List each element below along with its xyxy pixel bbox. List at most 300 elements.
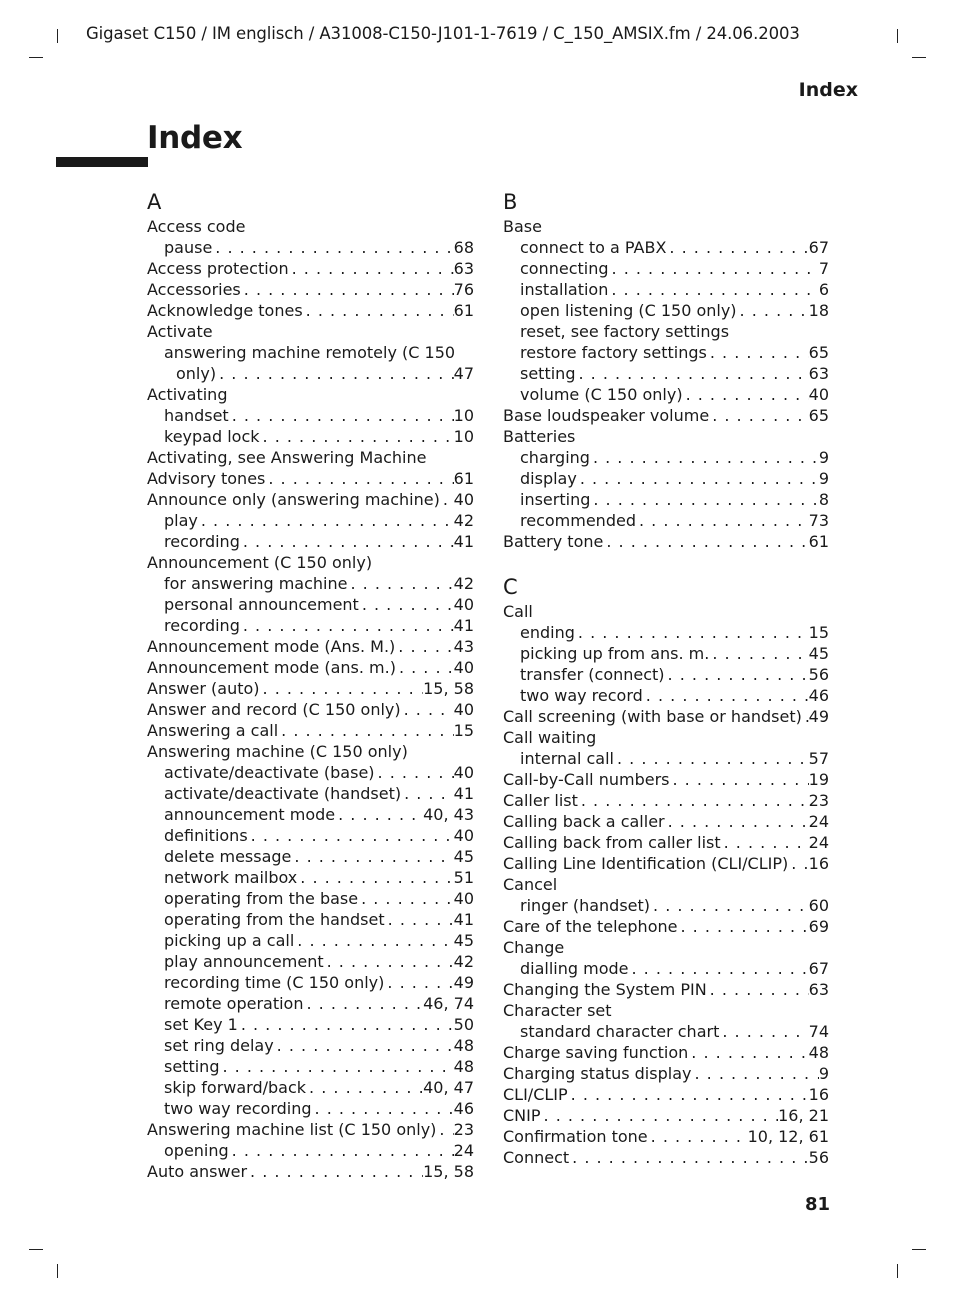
index-entry: [147, 552, 474, 573]
leader-dots: [666, 237, 808, 258]
index-entry-page: 42: [453, 511, 474, 530]
index-entry: [147, 426, 474, 447]
index-entry-text: keypad lock: [164, 427, 260, 446]
index-entry-text: set Key 1: [164, 1015, 238, 1034]
index-entry: [147, 1035, 474, 1056]
leader-dots: [609, 258, 819, 279]
index-entry: [503, 258, 829, 279]
index-entry: [503, 664, 829, 685]
leader-dots: [229, 405, 454, 426]
index-entry-text: Access code: [147, 217, 246, 236]
index-entry: [147, 594, 474, 615]
index-entry-text: Charge saving function: [503, 1043, 689, 1062]
index-entry-text: answering machine remotely (C 150: [164, 343, 456, 362]
leader-dots: [238, 1014, 454, 1035]
leader-dots: [335, 804, 423, 825]
section-label: Index: [798, 79, 858, 101]
leader-dots: [385, 909, 454, 930]
leader-dots: [395, 636, 453, 657]
leader-dots: [260, 678, 424, 699]
index-column-right: [503, 188, 829, 1168]
index-entry-page: 67: [808, 959, 829, 978]
index-entry-text: Calling back a caller: [503, 812, 665, 831]
index-entry-page: 40: [453, 490, 474, 509]
index-entry-text: ending: [520, 623, 575, 642]
index-entry-text: Confirmation tone: [503, 1127, 648, 1146]
index-entry: [147, 1056, 474, 1077]
index-entry-text: Accessories: [147, 280, 241, 299]
index-entry-text: dialling mode: [520, 959, 629, 978]
leader-dots: [670, 769, 809, 790]
index-entry-page: 7: [818, 259, 829, 278]
index-entry-text: recommended: [520, 511, 636, 530]
index-entry-page: 68: [453, 238, 474, 257]
index-entry: [503, 832, 829, 853]
index-entry-text: for answering machine: [164, 574, 348, 593]
leader-dots: [324, 951, 454, 972]
index-entry-page: 74: [808, 1022, 829, 1041]
leader-dots: [648, 1126, 748, 1147]
index-entry: [503, 706, 829, 727]
index-entry-text: inserting: [520, 490, 591, 509]
crop-mark-top-right-v: [897, 29, 898, 43]
index-entry-text: Care of the telephone: [503, 917, 678, 936]
index-entry-text: reset, see factory settings: [520, 322, 730, 341]
index-entry-text: Answering a call: [147, 721, 279, 740]
index-entry-text: installation: [520, 280, 609, 299]
index-entry-page: 9: [818, 448, 829, 467]
index-entry: [147, 804, 474, 825]
leader-dots: [303, 300, 454, 321]
leader-dots: [569, 1147, 808, 1168]
index-entry-text: operating from the handset: [164, 910, 385, 929]
index-entry-page: 63: [808, 364, 829, 383]
index-entry: [147, 972, 474, 993]
index-entry-page: 48: [453, 1036, 474, 1055]
index-entry-text: Call screening (with base or handset): [503, 707, 802, 726]
leader-dots: [247, 1161, 423, 1182]
index-entry: [147, 867, 474, 888]
index-entry-page: 48: [453, 1057, 474, 1076]
index-entry: [503, 447, 829, 468]
index-entry-page: 23: [453, 1120, 474, 1139]
index-entry: [147, 930, 474, 951]
crop-mark-bottom-right-v: [897, 1264, 898, 1278]
leader-dots: [707, 342, 809, 363]
index-entry-text: recording time (C 150 only): [164, 973, 385, 992]
crop-mark-bottom-left-v: [57, 1264, 58, 1278]
leader-dots: [347, 573, 453, 594]
index-entry-text: Cancel: [503, 875, 558, 894]
index-entry-text: definitions: [164, 826, 248, 845]
index-entry-page: 10: [453, 427, 474, 446]
index-entry: [147, 741, 474, 762]
index-entry-text: Auto answer: [147, 1162, 248, 1181]
index-entry: [147, 405, 474, 426]
index-entry: [503, 405, 829, 426]
index-entry: [147, 657, 474, 678]
leader-dots: [802, 706, 809, 727]
index-entry-text: volume (C 150 only): [520, 385, 683, 404]
crop-mark-top-left-h: [29, 57, 43, 58]
leader-dots: [436, 1119, 453, 1140]
index-entry-page: 60: [808, 896, 829, 915]
leader-dots: [274, 1035, 454, 1056]
index-entry-page: 56: [808, 665, 829, 684]
leader-dots: [358, 888, 454, 909]
index-entry-text: Activating: [147, 385, 228, 404]
index-entry-page: 40: [453, 658, 474, 677]
index-entry-text: Answer (auto): [147, 679, 260, 698]
index-entry: [503, 300, 829, 321]
leader-dots: [575, 363, 808, 384]
index-entry-text: Charging status display: [503, 1064, 692, 1083]
index-entry-text: operating from the base: [164, 889, 359, 908]
index-entry-text: Activate: [147, 322, 213, 341]
index-entry-page: 49: [808, 707, 829, 726]
crop-mark-bottom-left-h: [29, 1249, 43, 1250]
index-entry-page: 57: [808, 749, 829, 768]
index-entry-page: 19: [808, 770, 829, 789]
index-entry: [503, 1063, 829, 1084]
index-entry-text: setting: [520, 364, 576, 383]
leader-dots: [229, 1140, 454, 1161]
leader-dots: [359, 594, 454, 615]
index-entry-text: Base: [503, 217, 542, 236]
index-entry-text: Announcement mode (Ans. M.): [147, 637, 396, 656]
index-entry-page: 45: [453, 847, 474, 866]
leader-dots: [248, 825, 454, 846]
index-entry-text: transfer (connect): [520, 665, 665, 684]
leader-dots: [603, 531, 808, 552]
index-entry: [147, 699, 474, 720]
index-entry-page: 10: [453, 406, 474, 425]
leader-dots: [721, 832, 809, 853]
leader-dots: [688, 1042, 808, 1063]
leader-dots: [709, 405, 808, 426]
index-entry-page: 18: [808, 301, 829, 320]
running-header: Gigaset C150 / IM englisch / A31008-C150-J101-1-7619 / C_150_AMSIX.fm / 24.06.2003: [86, 24, 800, 43]
index-entry-page: 41: [453, 784, 474, 803]
index-entry-page: 73: [808, 511, 829, 530]
index-entry-page: 16: [808, 1085, 829, 1104]
index-entry-text: delete message: [164, 847, 292, 866]
index-entry-text: Change: [503, 938, 565, 957]
index-entry: [147, 1098, 474, 1119]
page-title: Index: [147, 120, 243, 156]
index-entry-page: 40: [453, 763, 474, 782]
title-bar: [56, 157, 148, 167]
index-entry-page: 61: [808, 532, 829, 551]
index-entry-page: 46, 74: [423, 994, 474, 1013]
index-entry-page: 9: [818, 469, 829, 488]
index-entry: [503, 1084, 829, 1105]
index-entry-page: 43: [453, 637, 474, 656]
index-entry-text: Announcement mode (ans. m.): [147, 658, 396, 677]
index-entry-text: ringer (handset): [520, 896, 651, 915]
leader-dots: [384, 972, 453, 993]
leader-dots: [312, 1098, 454, 1119]
index-entry: [503, 489, 829, 510]
index-entry-page: 40, 47: [423, 1078, 474, 1097]
index-entry-text: Advisory tones: [147, 469, 266, 488]
index-entry-page: 16, 21: [778, 1106, 829, 1125]
index-entry-text: Call waiting: [503, 728, 597, 747]
index-entry: [147, 447, 474, 468]
index-entry-page: 40: [453, 595, 474, 614]
index-entry-page: 67: [808, 238, 829, 257]
index-entry: [503, 937, 829, 958]
leader-dots: [614, 748, 809, 769]
index-entry-page: 47: [453, 364, 474, 383]
index-entry: [503, 853, 829, 874]
index-entry: [503, 811, 829, 832]
index-entry-page: 61: [453, 469, 474, 488]
leader-dots: [636, 510, 809, 531]
index-entry-text: internal call: [520, 749, 614, 768]
leader-dots: [278, 720, 454, 741]
leader-dots: [665, 811, 809, 832]
index-entry: [147, 1077, 474, 1098]
index-entry-text: setting: [164, 1057, 220, 1076]
index-entry-text: CNIP: [503, 1106, 541, 1125]
index-entry-text: restore factory settings: [520, 343, 707, 362]
index-entry: [147, 384, 474, 405]
index-entry-text: skip forward/back: [164, 1078, 307, 1097]
index-entry-page: 56: [808, 1148, 829, 1167]
index-entry-text: Caller list: [503, 791, 578, 810]
leader-dots: [212, 237, 453, 258]
index-column-left: [147, 188, 474, 1182]
index-entry-text: personal announcement: [164, 595, 359, 614]
index-entry-text: Announce only (answering machine): [147, 490, 440, 509]
leader-dots: [306, 1077, 423, 1098]
index-entry-text: two way recording: [164, 1099, 312, 1118]
index-entry-text: Call-by-Call numbers: [503, 770, 670, 789]
leader-dots: [578, 790, 809, 811]
index-entry-text: opening: [164, 1141, 229, 1160]
index-entry-page: 15: [808, 623, 829, 642]
index-entry-page: 76: [453, 280, 474, 299]
leader-dots: [396, 657, 454, 678]
leader-dots: [541, 1105, 779, 1126]
index-entry: [503, 622, 829, 643]
index-entry-text: Acknowledge tones: [147, 301, 303, 320]
leader-dots: [240, 531, 454, 552]
index-entry: [147, 510, 474, 531]
leader-dots: [240, 615, 454, 636]
index-entry-page: 51: [453, 868, 474, 887]
index-entry: [147, 342, 474, 363]
index-entry-page: 41: [453, 532, 474, 551]
leader-dots: [677, 916, 808, 937]
leader-dots: [719, 1021, 808, 1042]
index-entry: [503, 342, 829, 363]
leader-dots: [788, 853, 808, 874]
index-entry: [147, 1119, 474, 1140]
leader-dots: [241, 279, 454, 300]
index-entry: [503, 1126, 829, 1147]
index-entry: [147, 825, 474, 846]
leader-dots: [401, 699, 454, 720]
index-entry: [147, 531, 474, 552]
index-entry-text: Base loudspeaker volume: [503, 406, 710, 425]
leader-dots: [291, 846, 453, 867]
crop-mark-top-right-h: [912, 57, 926, 58]
index-entry-text: Battery tone: [503, 532, 604, 551]
leader-dots: [707, 979, 809, 1000]
index-entry: [503, 748, 829, 769]
index-entry-page: 65: [808, 406, 829, 425]
index-entry: [503, 958, 829, 979]
index-entry-text: Connect: [503, 1148, 570, 1167]
index-entry: [147, 1140, 474, 1161]
index-entry: [503, 279, 829, 300]
index-entry-text: Changing the System PIN: [503, 980, 707, 999]
index-entry-text: network mailbox: [164, 868, 298, 887]
index-entry: [503, 895, 829, 916]
leader-dots: [665, 664, 809, 685]
index-entry: [147, 951, 474, 972]
index-entry: [147, 1161, 474, 1182]
index-entry: [503, 769, 829, 790]
index-entry-text: connecting: [520, 259, 609, 278]
leader-dots: [691, 1063, 818, 1084]
index-entry: [147, 636, 474, 657]
index-entry-page: 69: [808, 917, 829, 936]
leader-dots: [709, 643, 808, 664]
index-entry-page: 42: [453, 574, 474, 593]
index-entry-page: 45: [808, 644, 829, 663]
index-entry-text: activate/deactivate (handset): [164, 784, 402, 803]
leader-dots: [401, 783, 454, 804]
index-entry: [503, 426, 829, 447]
leader-dots: [590, 447, 819, 468]
index-entry-text: CLI/CLIP: [503, 1085, 568, 1104]
index-entry: [147, 678, 474, 699]
index-entry-page: 46: [453, 1099, 474, 1118]
index-entry-page: 24: [453, 1141, 474, 1160]
index-entry: [147, 279, 474, 300]
leader-dots: [289, 258, 454, 279]
index-entry-text: activate/deactivate (base): [164, 763, 375, 782]
index-entry: [147, 888, 474, 909]
index-entry-page: 15: [453, 721, 474, 740]
index-entry-page: 9: [818, 1064, 829, 1083]
index-entry-text: display: [520, 469, 577, 488]
index-entry-text: Access protection: [147, 259, 289, 278]
index-entry-text: Batteries: [503, 427, 576, 446]
leader-dots: [608, 279, 818, 300]
index-entry-text: remote operation: [164, 994, 304, 1013]
index-entry-page: 8: [818, 490, 829, 509]
index-letter: B: [503, 190, 518, 214]
index-entry-page: 40: [453, 700, 474, 719]
index-entry-text: announcement mode: [164, 805, 336, 824]
index-entry-page: 65: [808, 343, 829, 362]
leader-dots: [303, 993, 423, 1014]
index-letter: C: [503, 575, 518, 599]
index-entry-page: 41: [453, 616, 474, 635]
index-entry-text: Calling Line Identification (CLI/CLIP): [503, 854, 789, 873]
index-entry-page: 24: [808, 833, 829, 852]
index-entry-text: set ring delay: [164, 1036, 274, 1055]
index-entry-text: Call: [503, 602, 533, 621]
index-entry-page: 46: [808, 686, 829, 705]
index-entry: [503, 874, 829, 895]
index-entry-text: play announcement: [164, 952, 324, 971]
page-number: 81: [805, 1194, 831, 1215]
index-entry: [503, 916, 829, 937]
leader-dots: [650, 895, 809, 916]
leader-dots: [737, 300, 809, 321]
index-entry-page: 40: [453, 889, 474, 908]
index-entry: [503, 237, 829, 258]
index-entry-text: only): [176, 364, 217, 383]
index-entry: [503, 468, 829, 489]
index-entry-text: standard character chart: [520, 1022, 720, 1041]
leader-dots: [260, 426, 454, 447]
leader-dots: [265, 468, 453, 489]
index-entry: [147, 321, 474, 342]
index-entry: [147, 237, 474, 258]
leader-dots: [297, 867, 453, 888]
index-entry: [147, 993, 474, 1014]
index-entry: [503, 685, 829, 706]
index-entry-text: Announcement (C 150 only): [147, 553, 373, 572]
leader-dots: [629, 958, 809, 979]
index-entry-text: picking up from ans. m.: [520, 644, 710, 663]
leader-dots: [590, 489, 818, 510]
index-entry: [503, 727, 829, 748]
index-entry: [147, 468, 474, 489]
leader-dots: [219, 1056, 453, 1077]
leader-dots: [577, 468, 819, 489]
index-entry-page: 63: [453, 259, 474, 278]
index-entry-page: 40: [453, 826, 474, 845]
index-entry: [503, 979, 829, 1000]
index-entry-text: open listening (C 150 only): [520, 301, 737, 320]
index-entry: [503, 216, 829, 237]
index-entry: [147, 909, 474, 930]
index-entry: [147, 489, 474, 510]
index-entry: [147, 720, 474, 741]
index-entry-text: two way record: [520, 686, 643, 705]
index-entry-text: Answer and record (C 150 only): [147, 700, 401, 719]
index-entry-text: Character set: [503, 1001, 612, 1020]
index-entry-text: Answering machine list (C 150 only): [147, 1120, 437, 1139]
index-entry: [147, 1014, 474, 1035]
index-entry-text: handset: [164, 406, 229, 425]
index-entry-page: 63: [808, 980, 829, 999]
index-entry-text: Answering machine (C 150 only): [147, 742, 408, 761]
index-entry: [503, 643, 829, 664]
crop-mark-bottom-right-h: [912, 1249, 926, 1250]
index-entry-page: 40: [808, 385, 829, 404]
leader-dots: [294, 930, 453, 951]
index-entry-page: 23: [808, 791, 829, 810]
index-letter: A: [147, 190, 162, 214]
index-entry-page: 61: [453, 301, 474, 320]
index-entry: [503, 321, 829, 342]
index-entry-page: 6: [818, 280, 829, 299]
leader-dots: [568, 1084, 809, 1105]
index-entry-text: recording: [164, 532, 240, 551]
leader-dots: [216, 363, 454, 384]
index-entry-page: 15, 58: [423, 679, 474, 698]
leader-dots: [683, 384, 809, 405]
index-entry-text: play: [164, 511, 198, 530]
